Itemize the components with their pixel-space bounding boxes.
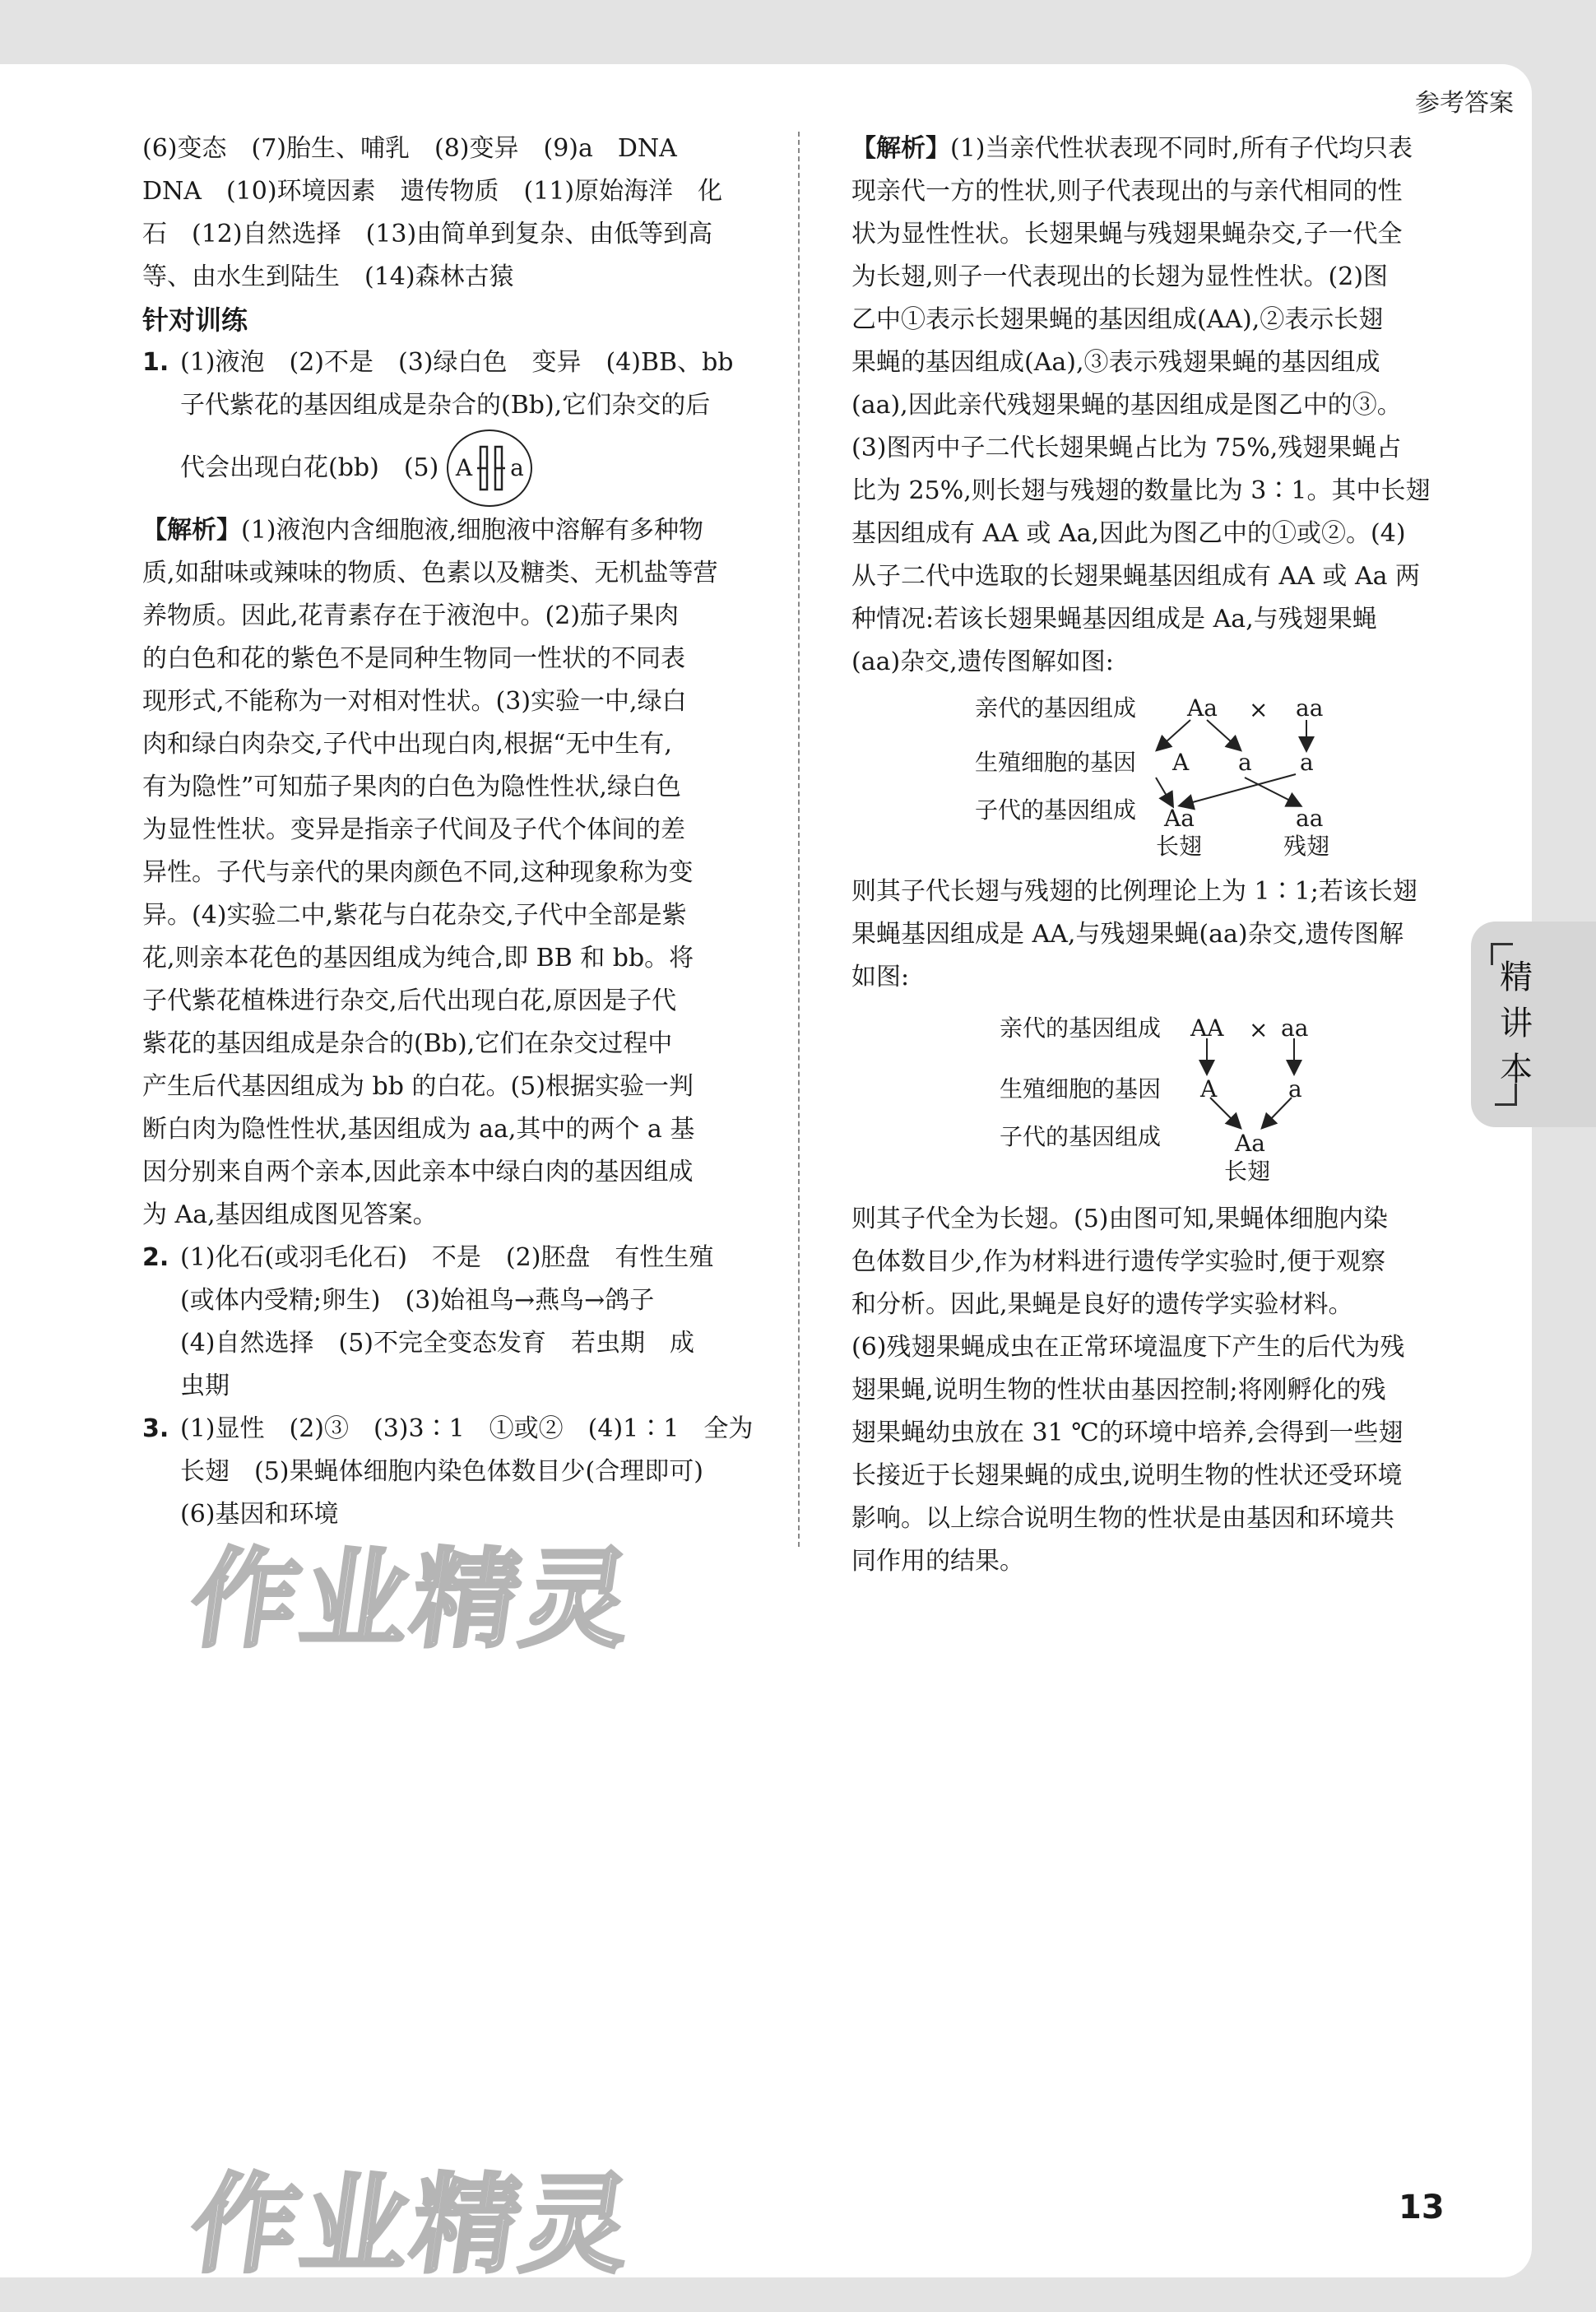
watermark: 作业精灵	[183, 1537, 643, 1662]
text-line: 为 Aa,基因组成图见答案。	[142, 1200, 438, 1229]
text-line: 石 (12)自然选择 (13)由简单到复杂、由低等到高	[142, 220, 713, 248]
right-column	[851, 128, 1452, 1583]
text-line: (3)图丙中子二代长翅果蝇占比为 75%,残翅果蝇占	[851, 434, 1402, 462]
parent-genotype: aa	[1296, 694, 1324, 722]
gamete: A	[1172, 749, 1190, 776]
genetic-diagram-1	[851, 689, 1452, 866]
question-number: 1.	[142, 348, 169, 377]
question-2	[142, 1237, 780, 1408]
section-title: 针对训练	[142, 304, 248, 336]
text-line: 则其子代全为长翅。(5)由图可知,果蝇体细胞内染	[851, 1205, 1389, 1233]
cross-arrows-icon	[851, 689, 1452, 866]
page-header: 参考答案	[1415, 89, 1514, 118]
genetic-diagram-2	[851, 1004, 1452, 1193]
text-line: 色体数目少,作为材料进行遗传学实验时,便于观察	[851, 1247, 1386, 1276]
analysis-tag: 【解析】	[851, 134, 950, 163]
text-line: 代会出现白花(bb) (5)	[180, 453, 439, 482]
gamete: A	[1200, 1075, 1218, 1103]
analysis-block	[142, 509, 780, 1237]
analysis-tag: 【解析】	[142, 516, 241, 545]
text-line: (6)基因和环境	[180, 1500, 339, 1529]
text-line: 比为 25%,则长翅与残翅的数量比为 3∶1。其中长翅	[851, 476, 1431, 505]
text-line: (1)显性 (2)③ (3)3∶1 ①或② (4)1∶1 全为	[180, 1414, 754, 1443]
child-genotype: Aa	[1235, 1130, 1265, 1157]
bracket-icon	[1495, 1084, 1517, 1106]
cross-symbol: ×	[1249, 696, 1269, 723]
watermark: 作业精灵	[183, 2162, 643, 2287]
question-number: 2.	[142, 1243, 169, 1272]
text-line: 肉和绿白肉杂交,子代中出现白肉,根据“无中生有,	[142, 730, 672, 759]
text-line: 有为隐性”可知茄子果肉的白色为隐性性状,绿白色	[142, 773, 681, 801]
text-line: 等、由水生到陆生 (14)森林古猿	[142, 262, 514, 291]
phenotype: 残翅	[1283, 833, 1330, 860]
text-line: 种情况:若该长翅果蝇基因组成是 Aa,与残翅果蝇	[851, 605, 1377, 634]
text-line: (1)液泡 (2)不是 (3)绿白色 变异 (4)BB、bb	[180, 348, 734, 377]
child-genotype: aa	[1296, 805, 1324, 832]
parent-genotype: AA	[1190, 1014, 1224, 1042]
text-line: 同作用的结果。	[851, 1547, 1024, 1576]
text-line: 异性。子代与亲代的果肉颜色不同,这种现象称为变	[142, 858, 694, 887]
text-line: 基因组成有 AA 或 Aa,因此为图乙中的①或②。(4)	[851, 519, 1406, 548]
text-line: (6)变态 (7)胎生、哺乳 (8)变异 (9)a DNA	[142, 134, 677, 163]
analysis-text: (1)液泡内含细胞液,细胞液中溶解有多种物	[241, 516, 704, 545]
allele-label: a	[510, 454, 524, 481]
text-line: 子代紫花植株进行杂交,后代出现白花,原因是子代	[142, 987, 677, 1015]
text-line: 果蝇的基因组成(Aa),③表示残翅果蝇的基因组成	[851, 348, 1380, 377]
allele-label: A	[455, 454, 473, 481]
text-line: 为长翅,则子一代表现出的长翅为显性性状。(2)图	[851, 262, 1389, 291]
text-line: 为显性性状。变异是指亲子代间及子代个体间的差	[142, 815, 685, 844]
text-line: (4)自然选择 (5)不完全变态发育 若虫期 成	[180, 1329, 694, 1358]
text-line: 现形式,不能称为一对相对性状。(3)实验一中,绿白	[142, 687, 687, 716]
text-line: 长接近于长翅果蝇的成虫,说明生物的性状还受环境	[851, 1461, 1403, 1490]
chromosome-pair-icon	[477, 445, 505, 491]
phenotype: 长翅	[1156, 833, 1203, 860]
analysis-text: (1)当亲代性状表现不同时,所有子代均只表	[950, 134, 1413, 163]
text-line: 状为显性性状。长翅果蝇与残翅果蝇杂交,子一代全	[851, 220, 1403, 248]
text-line: (1)化石(或羽毛化石) 不是 (2)胚盘 有性生殖	[180, 1243, 714, 1272]
text-line: (或体内受精;卵生) (3)始祖鸟→燕鸟→鸽子	[180, 1286, 655, 1315]
text-line: 果蝇基因组成是 AA,与残翅果蝇(aa)杂交,遗传图解	[851, 920, 1404, 949]
text-line: 乙中①表示长翅果蝇的基因组成(AA),②表示长翅	[851, 305, 1384, 334]
text-line: 翅果蝇幼虫放在 31 ℃的环境中培养,会得到一些翅	[851, 1418, 1403, 1447]
text-line: 异。(4)实验二中,紫花与白花杂交,子代中全部是紫	[142, 901, 687, 930]
text-line: 则其子代长翅与残翅的比例理论上为 1∶1;若该长翅	[851, 877, 1417, 906]
row-label: 生殖细胞的基因	[975, 749, 1137, 776]
text-line: 因分别来自两个亲本,因此亲本中绿白肉的基因组成	[142, 1158, 694, 1186]
cross-symbol: ×	[1249, 1016, 1269, 1043]
child-genotype: Aa	[1164, 805, 1195, 832]
text-line: DNA (10)环境因素 遗传物质 (11)原始海洋 化	[142, 177, 723, 206]
text-line: (6)残翅果蝇成虫在正常环境温度下产生的后代为残	[851, 1333, 1405, 1362]
text-line: 如图:	[851, 963, 910, 991]
parent-genotype: Aa	[1187, 694, 1218, 722]
chromosome-figure	[447, 429, 532, 507]
text-line: 虫期	[180, 1372, 230, 1400]
row-label: 生殖细胞的基因	[1000, 1075, 1162, 1103]
text-line	[851, 128, 1452, 170]
text-line: 从子二代中选取的长翅果蝇基因组成有 AA 或 Aa 两	[851, 562, 1421, 591]
text-line: 长翅 (5)果蝇体细胞内染色体数目少(合理即可)	[180, 1457, 703, 1486]
text-line: 质,如甜味或辣味的物质、色素以及糖类、无机盐等营	[142, 559, 718, 587]
text-line: 和分析。因此,果蝇是良好的遗传学实验材料。	[851, 1290, 1353, 1319]
text-line: 产生后代基因组成为 bb 的白花。(5)根据实验一判	[142, 1072, 694, 1101]
side-tab-label: 精 讲 本	[1500, 959, 1533, 1089]
question-1	[142, 341, 780, 509]
gamete: a	[1288, 1075, 1302, 1103]
text-line: 断白肉为隐性性状,基因组成为 aa,其中的两个 a 基	[142, 1115, 695, 1144]
text-line: (aa),因此亲代残翅果蝇的基因组成是图乙中的③。	[851, 391, 1402, 420]
text-line	[142, 509, 780, 552]
text-line: 翅果蝇,说明生物的性状由基因控制;将刚孵化的残	[851, 1376, 1386, 1404]
text-line: 现亲代一方的性状,则子代表现出的与亲代相同的性	[851, 177, 1403, 206]
row-label: 亲代的基因组成	[975, 694, 1137, 722]
gamete: a	[1238, 749, 1252, 776]
text-line: 影响。以上综合说明生物的性状是由基因和环境共	[851, 1504, 1394, 1533]
question-number: 3.	[142, 1414, 169, 1443]
gamete: a	[1300, 749, 1314, 776]
side-tab	[1471, 922, 1596, 1127]
text-line: (aa)杂交,遗传图解如图:	[851, 648, 1114, 676]
page-number: 13	[1399, 2189, 1445, 2226]
text-line: 的白色和花的紫色不是同种生物同一性状的不同表	[142, 644, 685, 673]
row-label: 子代的基因组成	[1000, 1123, 1162, 1150]
left-column	[142, 128, 780, 1536]
intro-answers	[142, 128, 780, 299]
text-line: 紫花的基因组成是杂合的(Bb),它们在杂交过程中	[142, 1029, 673, 1058]
row-label: 亲代的基因组成	[1000, 1014, 1162, 1042]
column-divider	[798, 132, 800, 1547]
text-line: 花,则亲本花色的基因组成为纯合,即 BB 和 bb。将	[142, 944, 694, 973]
phenotype: 长翅	[1224, 1158, 1271, 1185]
row-label: 子代的基因组成	[975, 796, 1137, 824]
text-line: 子代紫花的基因组成是杂合的(Bb),它们杂交的后	[180, 391, 711, 420]
parent-genotype: aa	[1281, 1014, 1309, 1042]
text-line: 养物质。因此,花青素存在于液泡中。(2)茄子果肉	[142, 601, 680, 630]
